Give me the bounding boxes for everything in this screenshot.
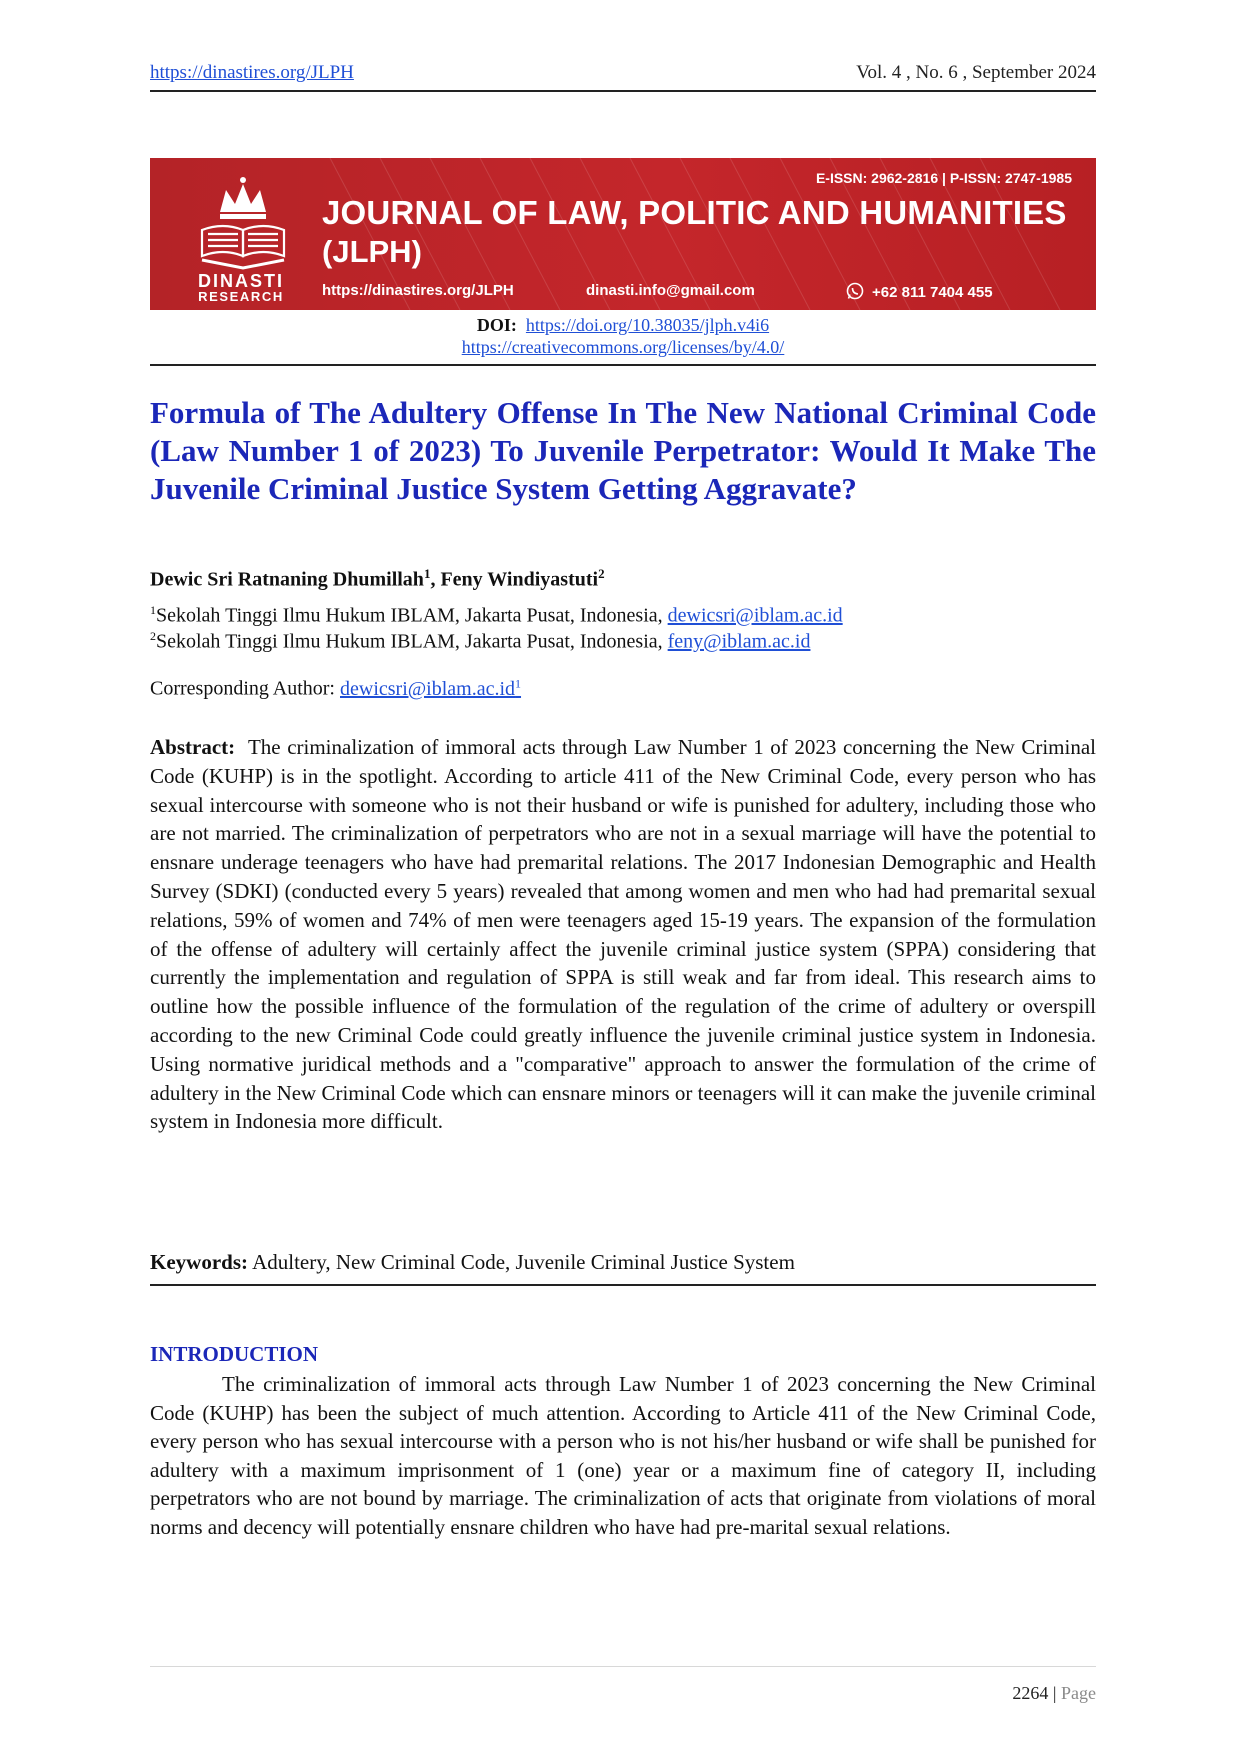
- corresponding-email[interactable]: dewicsri@iblam.ac.id$^1$: [340, 676, 522, 700]
- introduction-heading: INTRODUCTION: [150, 1342, 319, 1366]
- author-2: Feny Windiyastuti: [440, 568, 599, 591]
- page-number: [1012, 1683, 1096, 1704]
- keywords-label: Keywords:: [150, 1250, 248, 1274]
- doi-label: DOI:: [476, 315, 517, 335]
- affiliation-2: [150, 624, 810, 654]
- keywords-text: Adultery, New Criminal Code, Juvenile Criminal Justice System: [252, 1250, 795, 1274]
- page-label: Page: [1061, 1683, 1096, 1703]
- author-1-sup: 1: [423, 566, 431, 581]
- affiliation-2-sup: 2: [150, 629, 156, 643]
- logo-wordmark: DINASTI: [198, 271, 284, 291]
- introduction-paragraph: The criminalization of immoral acts through Law Number 1 of 2023 concerning the New Criminal Code (KUHP) has been the subject of much attention. According to Article 411 of the New Criminal Code, every person who has sexual intercourse with a person who is not his/her husband or wife shall be punished for adultery with a maximum imprisonment of 1 (one) year or a maximum fine of category II, including perpetrators who are not bound by marriage. The criminalization of acts that originate from violations of moral norms and decency will potentially ensnare children who have had pre-marital sexual relations.: [150, 1372, 1096, 1539]
- volume-info: Vol. 4 , No. 6 , September 2024: [856, 62, 1096, 83]
- page-number-separator: |: [1052, 1683, 1057, 1703]
- author-list: Dewic Sri Ratnaning Dhumillah$^1$, Feny Windiyastuti$^2$: [150, 566, 605, 591]
- journal-title-line2: (JLPH): [322, 234, 422, 269]
- phone-number: +62 811 7404 455: [872, 284, 993, 301]
- issn-text: E-ISSN: 2962-2816 | P-ISSN: 2747-1985: [815, 170, 1072, 186]
- affiliation-1-sup: 1: [150, 603, 156, 617]
- author-2-sup: 2: [598, 566, 605, 581]
- banner-phone: [846, 282, 993, 301]
- journal-banner: [150, 158, 1096, 310]
- doi-link[interactable]: https://doi.org/10.38035/jlph.v4i6: [525, 315, 770, 335]
- author-1: Dewic Sri Ratnaning Dhumillah: [150, 568, 424, 591]
- banner-website: https://dinastires.org/JLPH: [322, 282, 514, 299]
- corresponding-sup: 1: [515, 676, 522, 690]
- corresponding-author: [150, 676, 521, 701]
- corresponding-label: Corresponding Author:: [150, 677, 340, 700]
- footer-divider: [150, 1666, 1096, 1667]
- affiliation-1-email[interactable]: dewicsri@iblam.ac.id: [667, 604, 843, 627]
- dinasti-logo: [168, 172, 318, 308]
- logo-subwordmark: RESEARCH: [198, 289, 284, 304]
- paper-title: Formula of The Adultery Offense In The New National Criminal Code (Law Number 1 of 2023) To Juvenile Perpetrator: Would It Make The Juvenile Criminal Justice System Getting Aggravate?: [150, 395, 1096, 506]
- affiliation-2-email[interactable]: feny@iblam.ac.id: [667, 630, 811, 653]
- affiliation-2-text: Sekolah Tinggi Ilmu Hukum IBLAM, Jakarta Pusat, Indonesia,: [156, 630, 668, 653]
- journal-url-link[interactable]: https://dinastires.org/JLPH: [150, 62, 354, 83]
- banner-email: dinasti.info@gmail.com: [586, 282, 755, 299]
- running-header: [150, 60, 1096, 92]
- license-link[interactable]: https://creativecommons.org/licenses/by/4.0/: [461, 337, 785, 357]
- abstract-label: Abstract:: [150, 735, 236, 759]
- page-number-value: 2264: [1012, 1683, 1049, 1703]
- doi-block: [150, 314, 1096, 366]
- keywords: [150, 1250, 1096, 1286]
- whatsapp-icon: [846, 282, 864, 300]
- introduction-body: [150, 1370, 1096, 1542]
- crown-book-icon: [168, 172, 318, 272]
- affiliation-1-text: Sekolah Tinggi Ilmu Hukum IBLAM, Jakarta Pusat, Indonesia,: [156, 604, 668, 627]
- abstract-text: The criminalization of immoral acts through Law Number 1 of 2023 concerning the New Criminal Code (KUHP) is in the spotlight. According to article 411 of the New Criminal Code, every person who has sexual intercourse with someone who is not their husband or wife is punished for adultery, including those who are not married. The criminalization of perpetrators who are not in a sexual marriage will have the potential to ensnare underage teenagers who have had premarital relations. The 2017 Indonesian Demographic and Health Survey (SDKI) (conducted every 5 years) revealed that among women and men who had had premarital sexual relations, 59% of women and 74% of men were teenagers aged 15-19 years. The expansion of the formulation of the offense of adultery will certainly affect the juvenile criminal justice system (SPPA) considering that currently the implementation and regulation of SPPA is still weak and far from ideal. This research aims to outline how the possible influence of the formulation of the regulation of the crime of adultery or overspill according to the new Criminal Code could greatly influence the juvenile criminal justice system in Indonesia. Using normative juridical methods and a "comparative" approach to answer the formulation of the crime of adultery in the New Criminal Code which can ensnare minors or teenagers will it can make the juvenile criminal system in Indonesia more difficult.: [150, 735, 1097, 1134]
- journal-title-line1: JOURNAL OF LAW, POLITIC AND HUMANITIES: [322, 194, 1067, 231]
- abstract: [150, 733, 1096, 1136]
